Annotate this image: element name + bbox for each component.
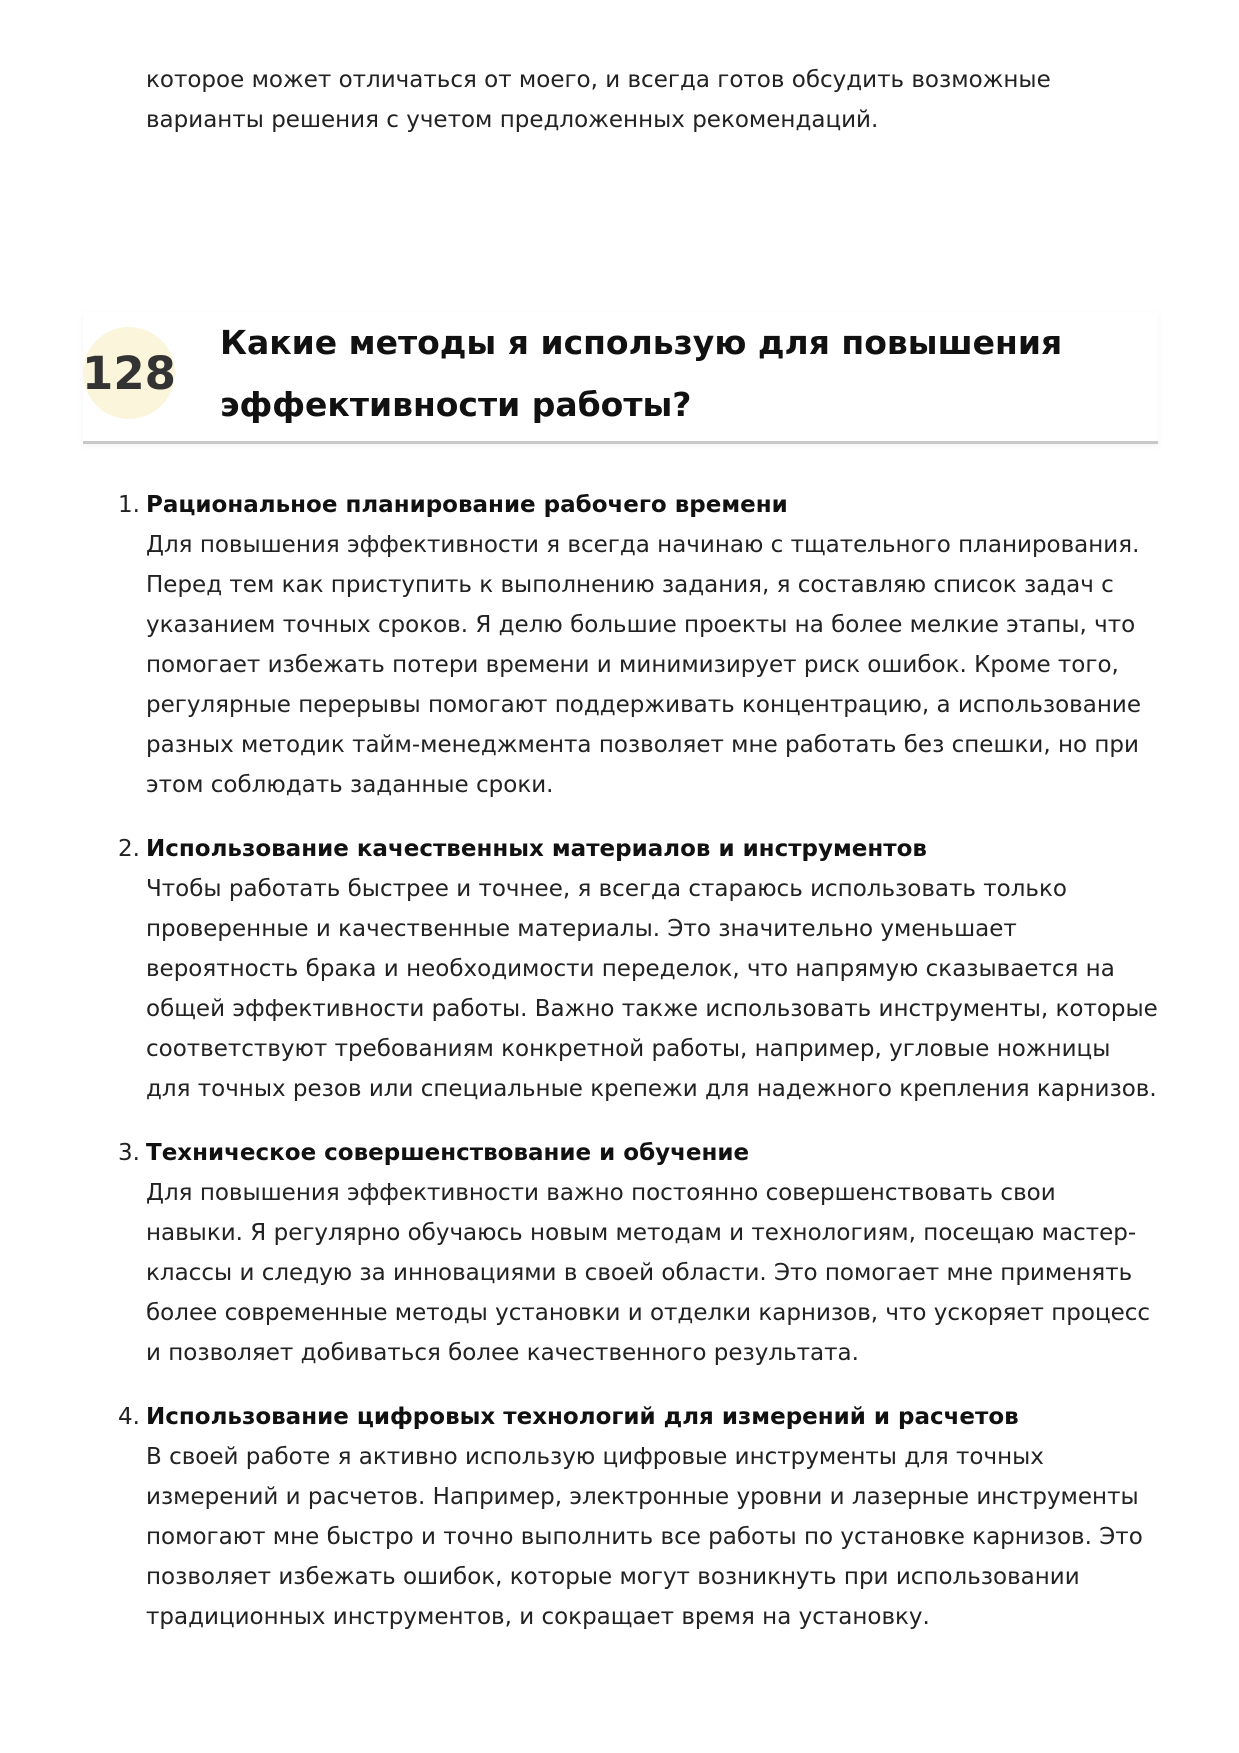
method-item-body: Чтобы работать быстрее и точнее, я всегда стараюсь использовать только проверенные и качественные материалы. Это значительно уменьшает вероятность брака и необходимости переделок, что напрямую сказывается на общей эффективности работы. Важно также использовать инструменты, которые соответствуют требованиям конкретной работы, например, угловые ножницы для точных резов или специальные крепежи для надежного крепления карнизов.: [146, 876, 1158, 1102]
method-item-planning: [118, 485, 1158, 805]
method-item-materials: [118, 829, 1158, 1109]
intro-paragraph: которое может отличаться от моего, и всегда готов обсудить возможные варианты решения с учетом предложенных рекомендаций.: [146, 67, 1051, 133]
method-item-training: [118, 1133, 1158, 1373]
method-item-title: Рациональное планирование рабочего времени: [146, 492, 788, 518]
methods-list: [118, 485, 1158, 1637]
method-item-body: Для повышения эффективности я всегда начинаю с тщательного планирования. Перед тем как приступить к выполнению задания, я составляю список задач с указанием точных сроков. Я делю большие проекты на более мелкие этапы, что помогает избежать потери времени и минимизирует риск ошибок. Кроме того, регулярные перерывы помогают поддерживать концентрацию, а использование разных методик тайм-менеджмента позволяет мне работать без спешки, но при этом соблюдать заданные сроки.: [146, 532, 1141, 798]
method-item-title: Использование качественных материалов и инструментов: [146, 836, 927, 862]
method-item-number: 2.: [118, 836, 140, 862]
method-item-body: В своей работе я активно использую цифровые инструменты для точных измерений и расчетов. Например, электронные уровни и лазерные инструменты помогают мне быстро и точно выполнить все работы по установке карнизов. Это позволяет избежать ошибок, которые могут возникнуть при использовании традиционных инструментов, и сокращает время на установку.: [146, 1444, 1143, 1630]
method-item-number: 1.: [118, 492, 140, 518]
method-item-title: Техническое совершенствование и обучение: [146, 1140, 750, 1166]
question-number-badge: 128: [83, 327, 175, 419]
method-item-number: 4.: [118, 1404, 140, 1430]
method-item-digital: [118, 1397, 1158, 1637]
method-item-title: Использование цифровых технологий для измерений и расчетов: [146, 1404, 1019, 1430]
question-title: Какие методы я использую для повышения эффективности работы?: [220, 323, 1063, 424]
question-header: [83, 312, 1158, 444]
method-item-body: Для повышения эффективности важно постоянно совершенствовать свои навыки. Я регулярно обучаюсь новым методам и технологиям, посещаю мастер-классы и следую за инновациями в своей области. Это помогает мне применять более современные методы установки и отделки карнизов, что ускоряет процесс и позволяет добиваться более качественного результата.: [146, 1180, 1151, 1366]
method-item-number: 3.: [118, 1140, 140, 1166]
